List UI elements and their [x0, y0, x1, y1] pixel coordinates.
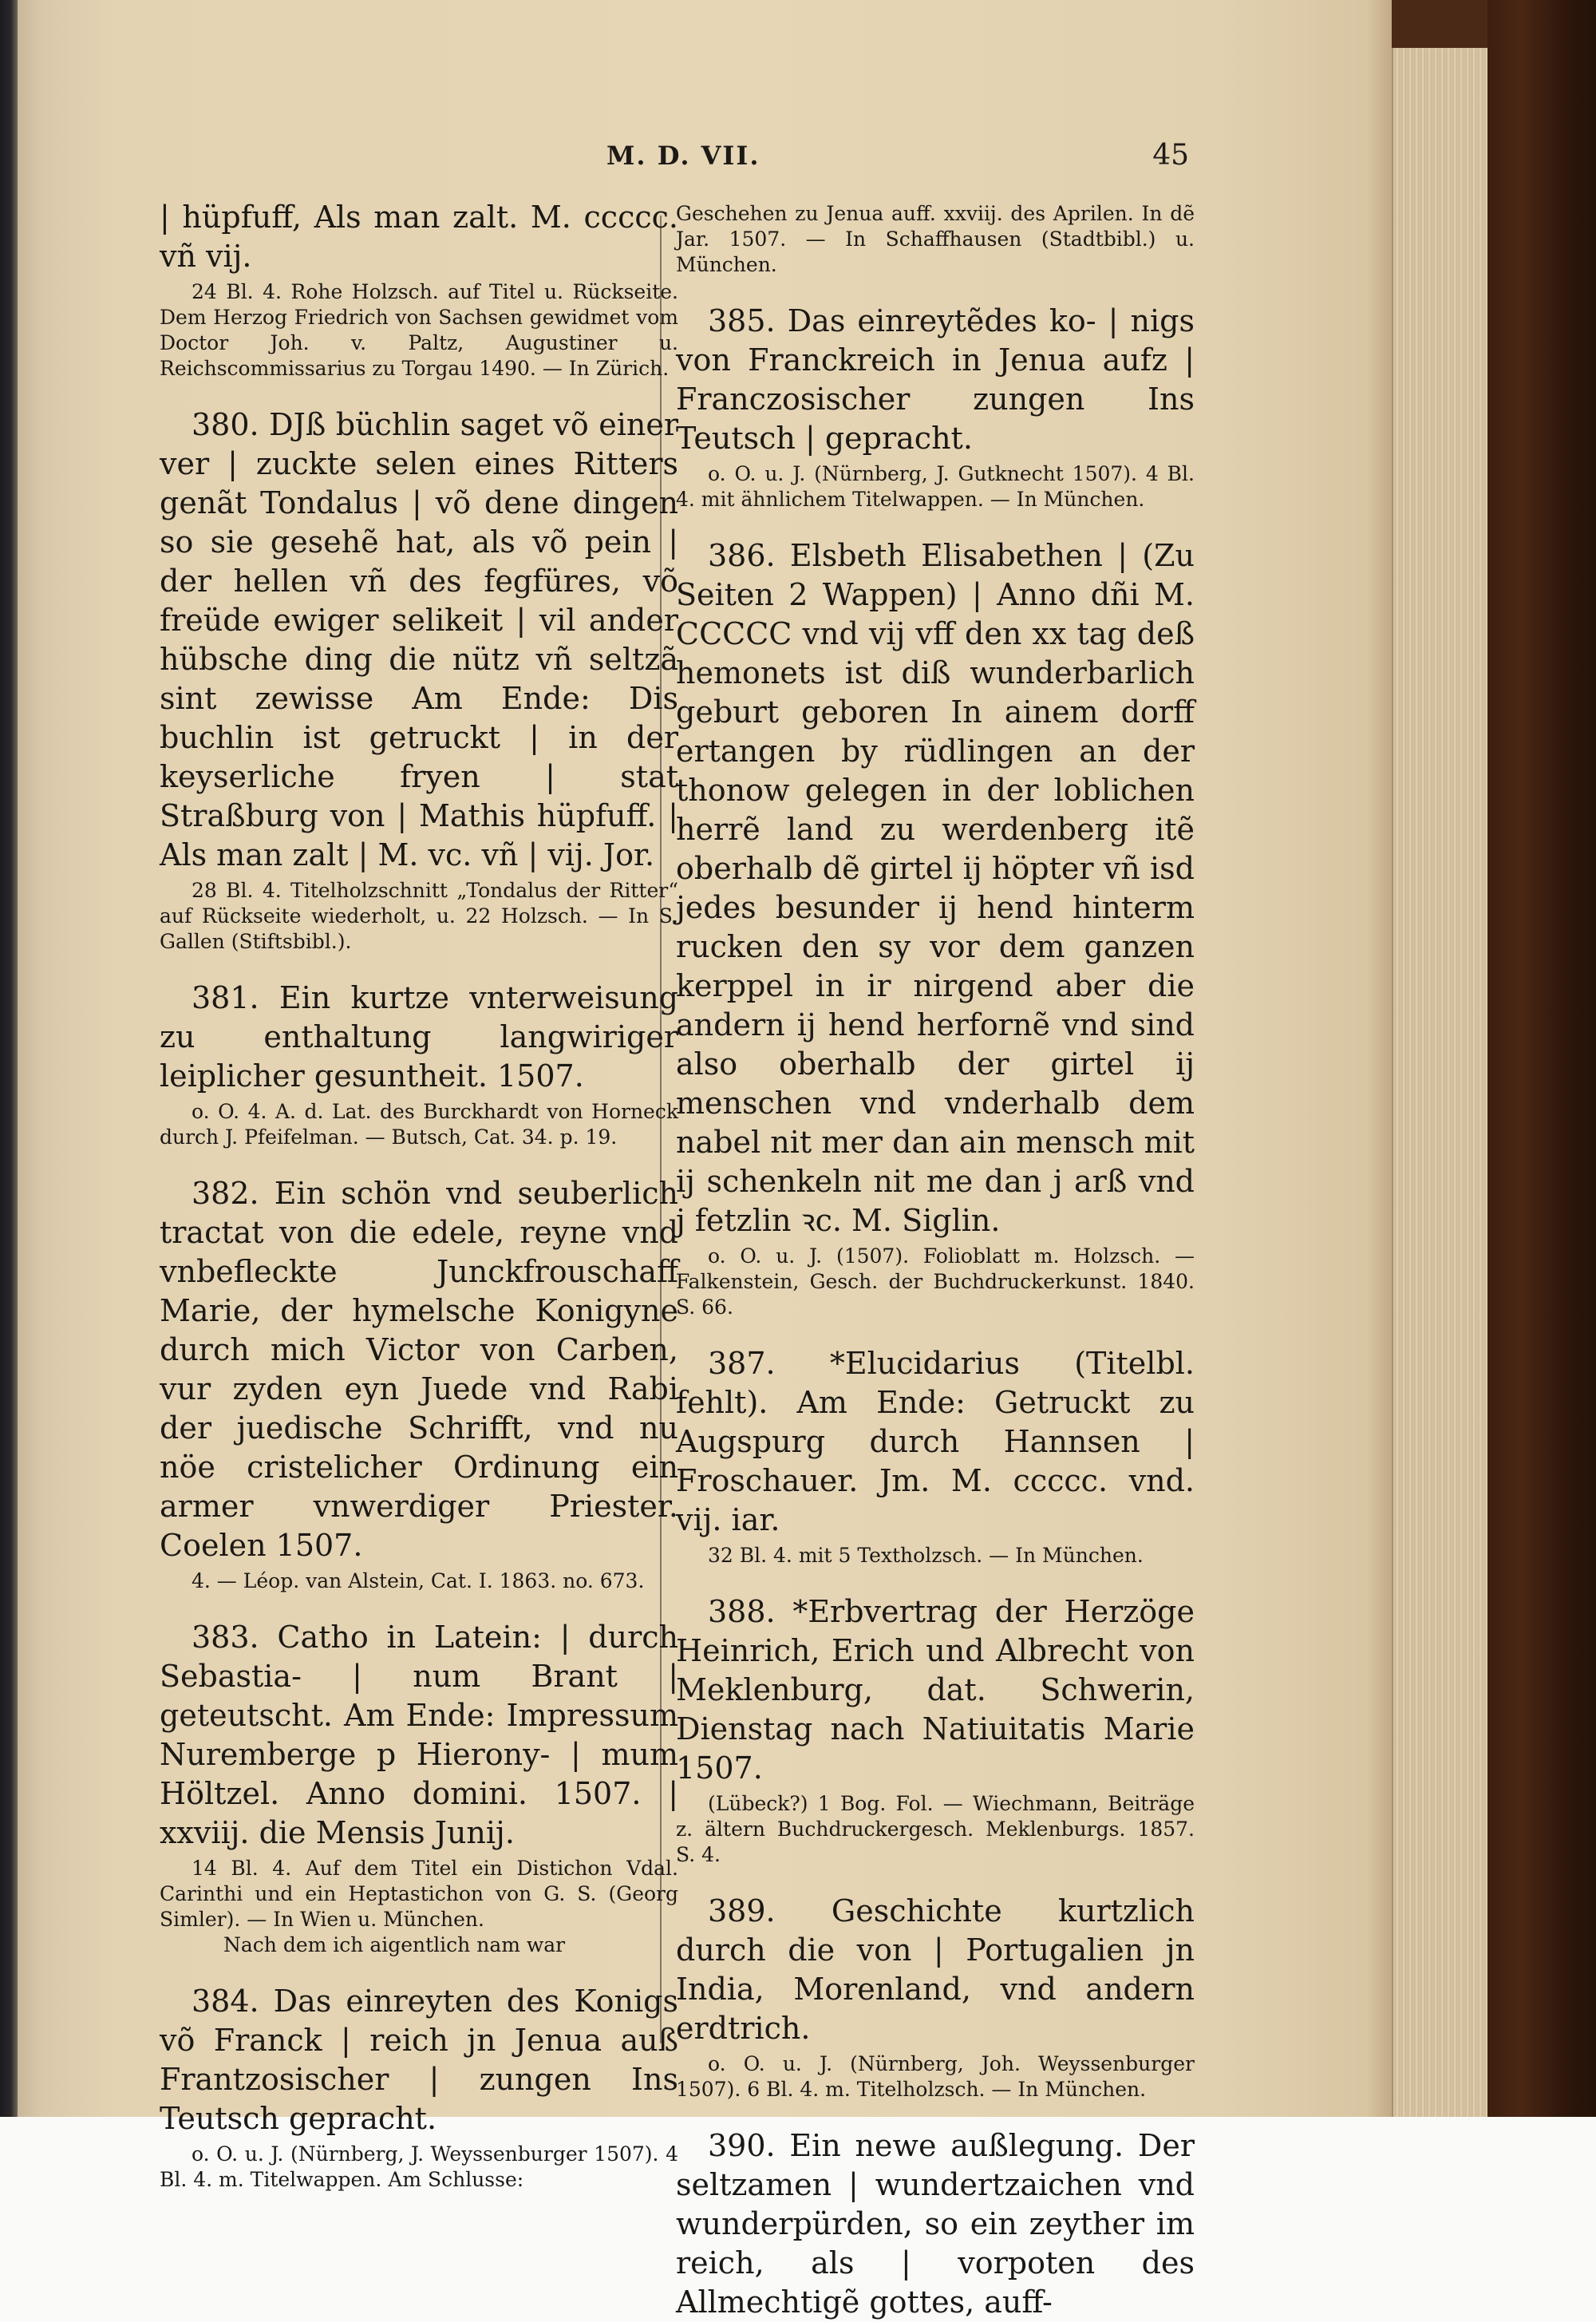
entry-text: 388. *Erbvertrag der Herzöge Heinrich, Erich und Albrecht von Meklenburg, dat. Schwerin, Dienstag nach Natiuitatis Marie 1507.	[676, 1594, 1195, 1786]
entry-text: 389. Geschichte kurtzlich durch die von | Portugalien jn India, Morenland, vnd andern erdtrich.	[676, 1893, 1195, 2046]
entry-note: o. O. u. J. (Nürnberg, J. Weyssenburger 1507). 4 Bl. 4. m. Titelwappen. Am Schlusse:	[160, 2142, 678, 2191]
entry-text: 385. Das einreytẽdes ko- | nigs von Franckreich in Jenua aufz | Franczosischer zungen Ins Teutsch | gepracht.	[676, 303, 1195, 456]
entry-text: 380. DJß büchlin saget võ einer ver | zuckte selen eines Ritters genãt Tondalus | võ dene dingen so sie gesehẽ hat, als võ pein | der hellen vñ des fegfüres, võ freüde ewiger selikeit | vil ander hübsche ding die nütz vñ seltzã sint zewisse Am Ende: Dis buchlin ist getruckt | in der keyserliche fryen | stat Straßburg von | Mathis hüpfuff. | Als man zalt | M. vc. vñ | vij. Jor.	[160, 407, 678, 872]
page-header	[606, 136, 1189, 176]
entry-note: 28 Bl. 4. Titelholzschnitt „Tondalus der Ritter“ auf Rückseite wiederholt, u. 22 Holzsch. — In S. Gallen (Stiftsbibl.).	[160, 879, 678, 953]
entry-text: 381. Ein kurtze vnterweisung zu enthaltung langwiriger leiplicher gesuntheit. 1507.	[160, 980, 678, 1094]
entry-386	[676, 536, 1195, 1320]
entry-text: 386. Elsbeth Elisabethen | (Zu Seiten 2 Wappen) | Anno dñi M. CCCCC vnd vij vff den xx tag deß hemonets ist diß wunderbarlich geburt geboren In ainem dorff ertangen by rüdlingen an der thonow gelegen in der loblichen herrẽ land zu werdenberg itẽ oberhalb dẽ girtel ij höpter vñ isd jedes besunder ij hend hinterm rucken den sy vor dem ganzen kerppel in ir nirgend aber die andern ij hend herfornẽ vnd sind also oberhalb der girtel ij menschen vnd vnderhalb dem nabel nit mer dan ain mensch mit ij schenkeln nit me dan j arß vnd j fetzlin ꝛc. M. Siglin.	[676, 538, 1195, 1238]
entry-384	[160, 1982, 678, 2193]
book-cover-right	[1487, 0, 1596, 2117]
entry-handwritten-like-line: Nach dem ich aigentlich nam war	[223, 1933, 566, 1956]
entry-382	[160, 1174, 678, 1594]
book-spine-left	[0, 0, 18, 2117]
entry-381	[160, 979, 678, 1150]
entry-text: 387. *Elucidarius (Titelbl. fehlt). Am Ende: Getruckt zu Augspurg durch Hannsen | Froschauer. Jm. M. ccccc. vnd. vij. iar.	[676, 1346, 1195, 1537]
entry-387	[676, 1344, 1195, 1568]
entry-note: 4. — Léop. van Alstein, Cat. I. 1863. no. 673.	[192, 1569, 645, 1592]
entry-continuation	[676, 201, 1195, 278]
entry-text: | hüpfuff, Als man zalt. M. ccccc. vñ vij.	[160, 200, 678, 274]
entry-note: 24 Bl. 4. Rohe Holzsch. auf Titel u. Rückseite. Dem Herzog Friedrich von Sachsen gewidmet vom Doctor Joh. v. Paltz, Augustiner u. Reichscommissarius zu Torgau 1490. — In Zürich.	[160, 280, 678, 380]
entry-text: 390. Ein newe außlegung. Der seltzamen | wundertzaichen vnd wunderpürden, so ein zeyther im reich, als | vorpoten des Allmechtigẽ gottes, auff-	[676, 2128, 1195, 2320]
entry-note: o. O. u. J. (Nürnberg, J. Gutknecht 1507). 4 Bl. 4. mit ähnlichem Titelwappen. — In München.	[676, 462, 1195, 511]
entry-380	[160, 405, 678, 955]
page-stack-edge	[1392, 48, 1489, 2117]
entry-note: 14 Bl. 4. Auf dem Titel ein Distichon Vdal. Carinthi und ein Heptastichon von G. S. (Georg Simler). — In Wien u. München.	[160, 1857, 678, 1931]
entry-note: o. O. u. J. (1507). Folioblatt m. Holzsch. — Falkenstein, Gesch. der Buchdruckerkunst. 1840. S. 66.	[676, 1244, 1195, 1319]
entry-383	[160, 1618, 678, 1958]
entry-388	[676, 1592, 1195, 1868]
entry-389	[676, 1892, 1195, 2102]
entry-note: o. O. 4. A. d. Lat. des Burckhardt von Horneck durch J. Pfeifelman. — Butsch, Cat. 34. p. 19.	[160, 1100, 678, 1149]
binding-top	[1392, 0, 1487, 48]
entry-390	[676, 2126, 1195, 2322]
entry-note: o. O. u. J. (Nürnberg, Joh. Weyssenburger 1507). 6 Bl. 4. m. Titelholzsch. — In München.	[676, 2052, 1195, 2101]
right-column	[676, 198, 1195, 2322]
entry-text: 382. Ein schön vnd seuberlich tractat von die edele, reyne vnd vnbefleckte Junckfrouschaff Marie, der hymelsche Konigyne durch mich Victor von Carben, vur zyden eyn Juede vnd Rabi der juedische Schrifft, vnd nu nöe cristelicher Ordinung ein armer vnwerdiger Priester. Coelen 1507.	[160, 1176, 678, 1563]
entry-text: 383. Catho in Latein: | durch Sebastia- | num Brant | geteutscht. Am Ende: Impressum Nuremberge p Hierony- | mum Höltzel. Anno domini. 1507. | xxviij. die Mensis Junij.	[160, 1620, 678, 1850]
left-column	[160, 198, 678, 2193]
entry-continuation	[160, 198, 678, 382]
entry-note: 32 Bl. 4. mit 5 Textholzsch. — In München.	[708, 1544, 1144, 1567]
entry-note: (Lübeck?) 1 Bog. Fol. — Wiechmann, Beiträge z. ältern Buchdruckergesch. Meklenburgs. 1857. S. 4.	[676, 1792, 1195, 1866]
entry-text: 384. Das einreyten des Konigs võ Franck | reich jn Jenua auß Frantzosischer | zungen Ins Teutsch gepracht.	[160, 1984, 678, 2136]
entry-note: Geschehen zu Jenua auff. xxviij. des Aprilen. In dẽ Jar. 1507. — In Schaffhausen (Stadtbibl.) u. München.	[676, 202, 1195, 276]
running-title: M. D. VII.	[606, 140, 760, 171]
entry-385	[676, 302, 1195, 512]
page-number: 45	[1152, 139, 1189, 172]
